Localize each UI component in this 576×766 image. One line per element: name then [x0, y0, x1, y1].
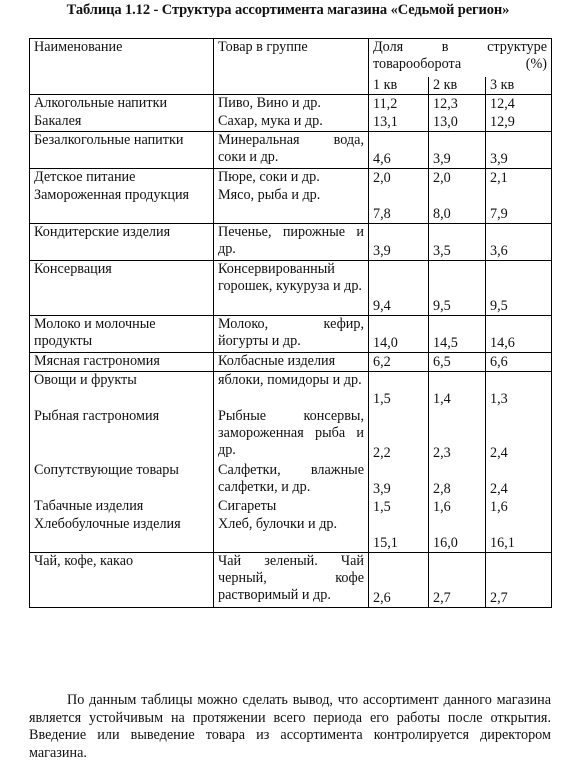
- row-name: Молоко и молочные продукты: [30, 316, 214, 353]
- table-row: [30, 516, 552, 553]
- table-row: [30, 261, 552, 316]
- row-q3: 7,9: [486, 187, 552, 224]
- assortment-table: [29, 38, 552, 608]
- row-name: Кондитерские изделия: [30, 224, 214, 261]
- row-q1: 14,0: [369, 316, 429, 353]
- row-q1: 13,1: [369, 113, 429, 132]
- row-name: Детское питание: [30, 169, 214, 188]
- row-goods: Чай зеленый. Чай черный, кофе растворимый и др.: [214, 553, 369, 608]
- row-q1: 2,0: [369, 169, 429, 188]
- row-q1: 3,9: [369, 462, 429, 498]
- row-goods: Колбасные изделия: [214, 353, 369, 372]
- row-q2: 6,5: [429, 353, 486, 372]
- row-q3: 1,3: [486, 372, 552, 409]
- header-name: Наименование: [30, 39, 214, 95]
- table-row: [30, 553, 552, 608]
- row-q2: 12,3: [429, 95, 486, 114]
- row-goods: Пиво, Вино и др.: [214, 95, 369, 114]
- table-row: [30, 169, 552, 188]
- row-name: Овощи и фрукты: [30, 372, 214, 409]
- row-goods: Хлеб, булочки и др.: [214, 516, 369, 553]
- row-name: Рыбная гастрономия: [30, 408, 214, 462]
- row-q3: 9,5: [486, 261, 552, 316]
- row-name: Чай, кофе, какао: [30, 553, 214, 608]
- row-q2: 8,0: [429, 187, 486, 224]
- row-goods: Салфетки, влажные салфетки, и др.: [214, 462, 369, 498]
- row-q2: 3,9: [429, 132, 486, 169]
- row-q1: 7,8: [369, 187, 429, 224]
- row-q2: 1,4: [429, 372, 486, 409]
- row-q2: 14,5: [429, 316, 486, 353]
- row-name: Консервация: [30, 261, 214, 316]
- header-share: Доля в структуре товарооборота (%): [369, 39, 552, 78]
- table-caption: Таблица 1.12 - Структура ассортимента магазина «Седьмой регион»: [66, 2, 510, 18]
- row-q3: 2,1: [486, 169, 552, 188]
- table-row: [30, 95, 552, 114]
- table-row: [30, 316, 552, 353]
- row-goods: Молоко, кефир, йогурты и др.: [214, 316, 369, 353]
- row-goods: Консервированный горошек, кукуруза и др.: [214, 261, 369, 316]
- row-q3: 14,6: [486, 316, 552, 353]
- row-q1: 4,6: [369, 132, 429, 169]
- row-name: Мясная гастрономия: [30, 353, 214, 372]
- table-row: [30, 372, 552, 409]
- row-q2: 1,6: [429, 498, 486, 516]
- row-q3: 3,6: [486, 224, 552, 261]
- row-q2: 2,3: [429, 408, 486, 462]
- header-goods: Товар в группе: [214, 39, 369, 95]
- row-goods: Минеральная вода, соки и др.: [214, 132, 369, 169]
- row-name: Табачные изделия: [30, 498, 214, 516]
- table-row: [30, 132, 552, 169]
- table-row: [30, 353, 552, 372]
- row-q1: 2,2: [369, 408, 429, 462]
- row-name: Хлебобулочные изделия: [30, 516, 214, 553]
- row-q2: 2,0: [429, 169, 486, 188]
- row-name: Безалкогольные напитки: [30, 132, 214, 169]
- row-q1: 1,5: [369, 372, 429, 409]
- header-row: [30, 39, 552, 78]
- row-q3: 3,9: [486, 132, 552, 169]
- row-name: Алкогольные напитки: [30, 95, 214, 114]
- row-q3: 1,6: [486, 498, 552, 516]
- row-q1: 11,2: [369, 95, 429, 114]
- row-q2: 2,8: [429, 462, 486, 498]
- row-q2: 16,0: [429, 516, 486, 553]
- row-q1: 6,2: [369, 353, 429, 372]
- header-q2: 2 кв: [429, 77, 486, 95]
- row-goods: Мясо, рыба и др.: [214, 187, 369, 224]
- row-q2: 9,5: [429, 261, 486, 316]
- row-q2: 2,7: [429, 553, 486, 608]
- row-q1: 9,4: [369, 261, 429, 316]
- row-q1: 15,1: [369, 516, 429, 553]
- row-q3: 12,9: [486, 113, 552, 132]
- row-goods: Рыбные консервы, замороженная рыба и др.: [214, 408, 369, 462]
- row-q1: 1,5: [369, 498, 429, 516]
- row-q3: 2,4: [486, 462, 552, 498]
- row-goods: Сигареты: [214, 498, 369, 516]
- row-name: Замороженная продукция: [30, 187, 214, 224]
- row-goods: яблоки, помидоры и др.: [214, 372, 369, 409]
- row-q3: 12,4: [486, 95, 552, 114]
- row-name: Бакалея: [30, 113, 214, 132]
- row-q2: 3,5: [429, 224, 486, 261]
- table-row: [30, 462, 552, 498]
- row-goods: Пюре, соки и др.: [214, 169, 369, 188]
- row-q3: 2,4: [486, 408, 552, 462]
- table-row: [30, 224, 552, 261]
- conclusion-paragraph: По данным таблицы можно сделать вывод, что ассортимент данного магазина является устойчивым на протяжении всего периода его работы после открытия. Введение или выведение товара из ассортимента контролируется директором магазина.: [29, 692, 551, 761]
- row-q1: 2,6: [369, 553, 429, 608]
- row-q3: 2,7: [486, 553, 552, 608]
- row-goods: Печенье, пирожные и др.: [214, 224, 369, 261]
- header-q1: 1 кв: [369, 77, 429, 95]
- table-row: [30, 408, 552, 462]
- row-goods: Сахар, мука и др.: [214, 113, 369, 132]
- table-row: [30, 113, 552, 132]
- row-name: Сопутствующие товары: [30, 462, 214, 498]
- row-q2: 13,0: [429, 113, 486, 132]
- table-row: [30, 187, 552, 224]
- header-q3: 3 кв: [486, 77, 552, 95]
- table-row: [30, 498, 552, 516]
- row-q3: 6,6: [486, 353, 552, 372]
- row-q1: 3,9: [369, 224, 429, 261]
- row-q3: 16,1: [486, 516, 552, 553]
